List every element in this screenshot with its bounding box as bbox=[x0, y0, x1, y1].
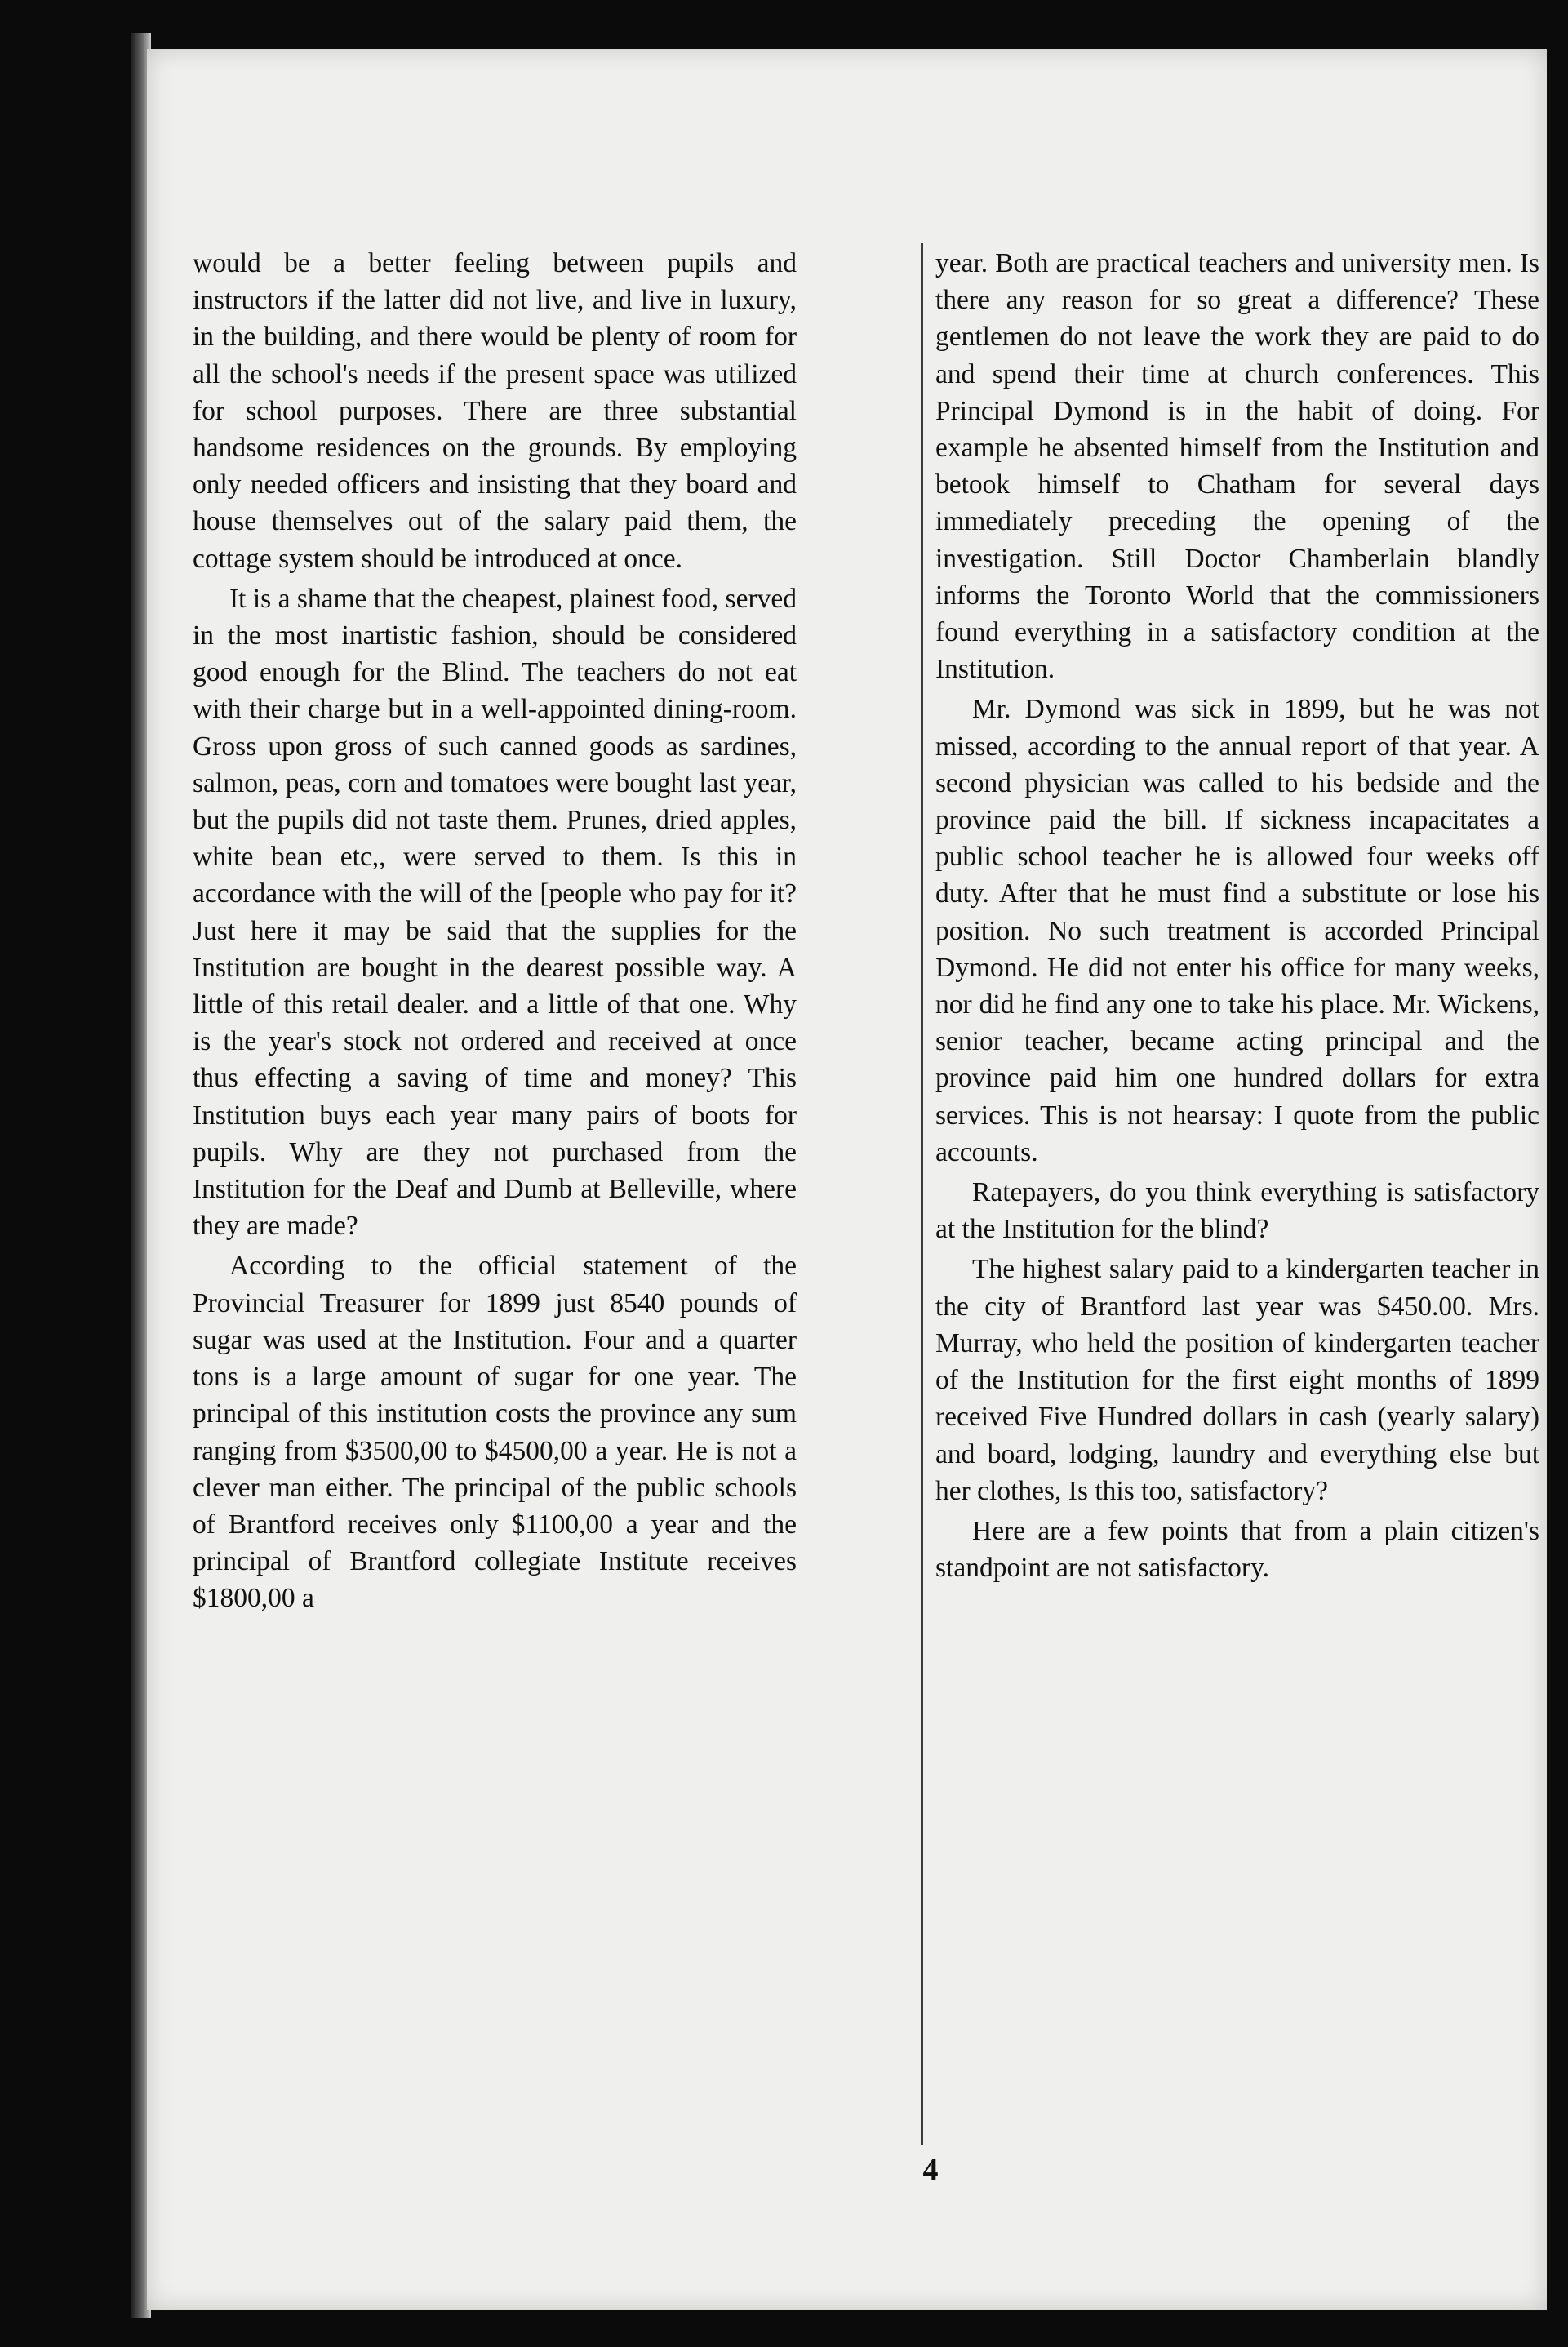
right-paragraph-4: The highest salary paid to a kindergarten teacher in the city of Brantford last year was $450.00. Mrs. Murray, who held the position of kindergarten teacher of the Institution for the first eight months of 1899 received Five Hundred dollars in cash (yearly salary) and board, lodging, laundry and everything else but her clothes, Is this too, satisfactory? bbox=[935, 1254, 1539, 1506]
right-paragraph-2: Mr. Dymond was sick in 1899, but he was not missed, according to the annual report of that year. A second physician was called to his bedside and the province paid the bill. If sickness incapacitates a public school teacher he is allowed four weeks off duty. After that he must find a substitute or lose his position. No such treatment is accorded Principal Dymond. He did not enter his office for many weeks, nor did he find any one to take his place. Mr. Wickens, senior teacher, became acting principal and the province paid him one hundred dollars for extra services. This is not hearsay: I quote from the public accounts. bbox=[935, 694, 1539, 1167]
left-paragraph-2: It is a shame that the cheapest, plainest food, served in the most inartistic fashion, should be considered good enough for the Blind. The teachers do not eat with their charge but in a well-appointed dining-room. Gross upon gross of such canned goods as sardines, salmon, peas, corn and tomatoes were bought last year, but the pupils did not taste them. Prunes, dried apples, white bean etc,, were served to them. Is this in accordance with the will of the [people who pay for it? Just here it may be said that the supplies for the Institution are bought in the dearest possible way. A little of this retail dealer. and a little of that one. Why is the year's stock not ordered and received at once thus effecting a saving of time and money? This Institution buys each year many pairs of boots for pupils. Why are they not purchased from the Institution for the Deaf and Dumb at Belleville, where they are made? bbox=[193, 583, 797, 1242]
right-paragraph-3: Ratepayers, do you think everything is satisfactory at the Institution for the blind? bbox=[935, 1177, 1539, 1245]
right-paragraph-5: Here are a few points that from a plain citizen's standpoint are not satisfactory. bbox=[935, 1515, 1539, 1584]
left-text-column bbox=[193, 245, 797, 1617]
left-paragraph-3: According to the official statement of the Provincial Treasurer for 1899 just 8540 pounds of sugar was used at the Institution. Four and a quarter tons is a large amount of sugar for one year. The principal of this institution costs the province any sum ranging from $3500,00 to $4500,00 a year. He is not a clever man either. The principal of the public schools of Brantford receives only $1100,00 a year and the principal of Brantford collegiate Institute receives $1800,00 a bbox=[193, 1251, 797, 1614]
right-paragraph-1: year. Both are practical teachers and university men. Is there any reason for so great a difference? These gentlemen do not leave the work they are paid to do and spend their time at church conferences. This Principal Dymond is in the habit of doing. For example he absented himself from the Institution and betook himself to Chatham for several days immediately preceding the opening of the investigation. Still Doctor Chamberlain blandly informs the Toronto World that the commissioners found everything in a satisfactory condition at the Institution. bbox=[935, 248, 1539, 685]
column-divider bbox=[921, 243, 923, 2145]
page-number: 4 bbox=[922, 2153, 939, 2187]
right-text-column bbox=[935, 245, 1539, 1586]
left-paragraph-1: would be a better feeling between pupils and instructors if the latter did not live, and live in luxury, in the building, and there would be plenty of room for all the school's needs if the present space was utilized for school purposes. There are three substantial handsome residences on the grounds. By employing only needed officers and insisting that they board and house themselves out of the salary paid them, the cottage system should be introduced at once. bbox=[193, 248, 797, 574]
